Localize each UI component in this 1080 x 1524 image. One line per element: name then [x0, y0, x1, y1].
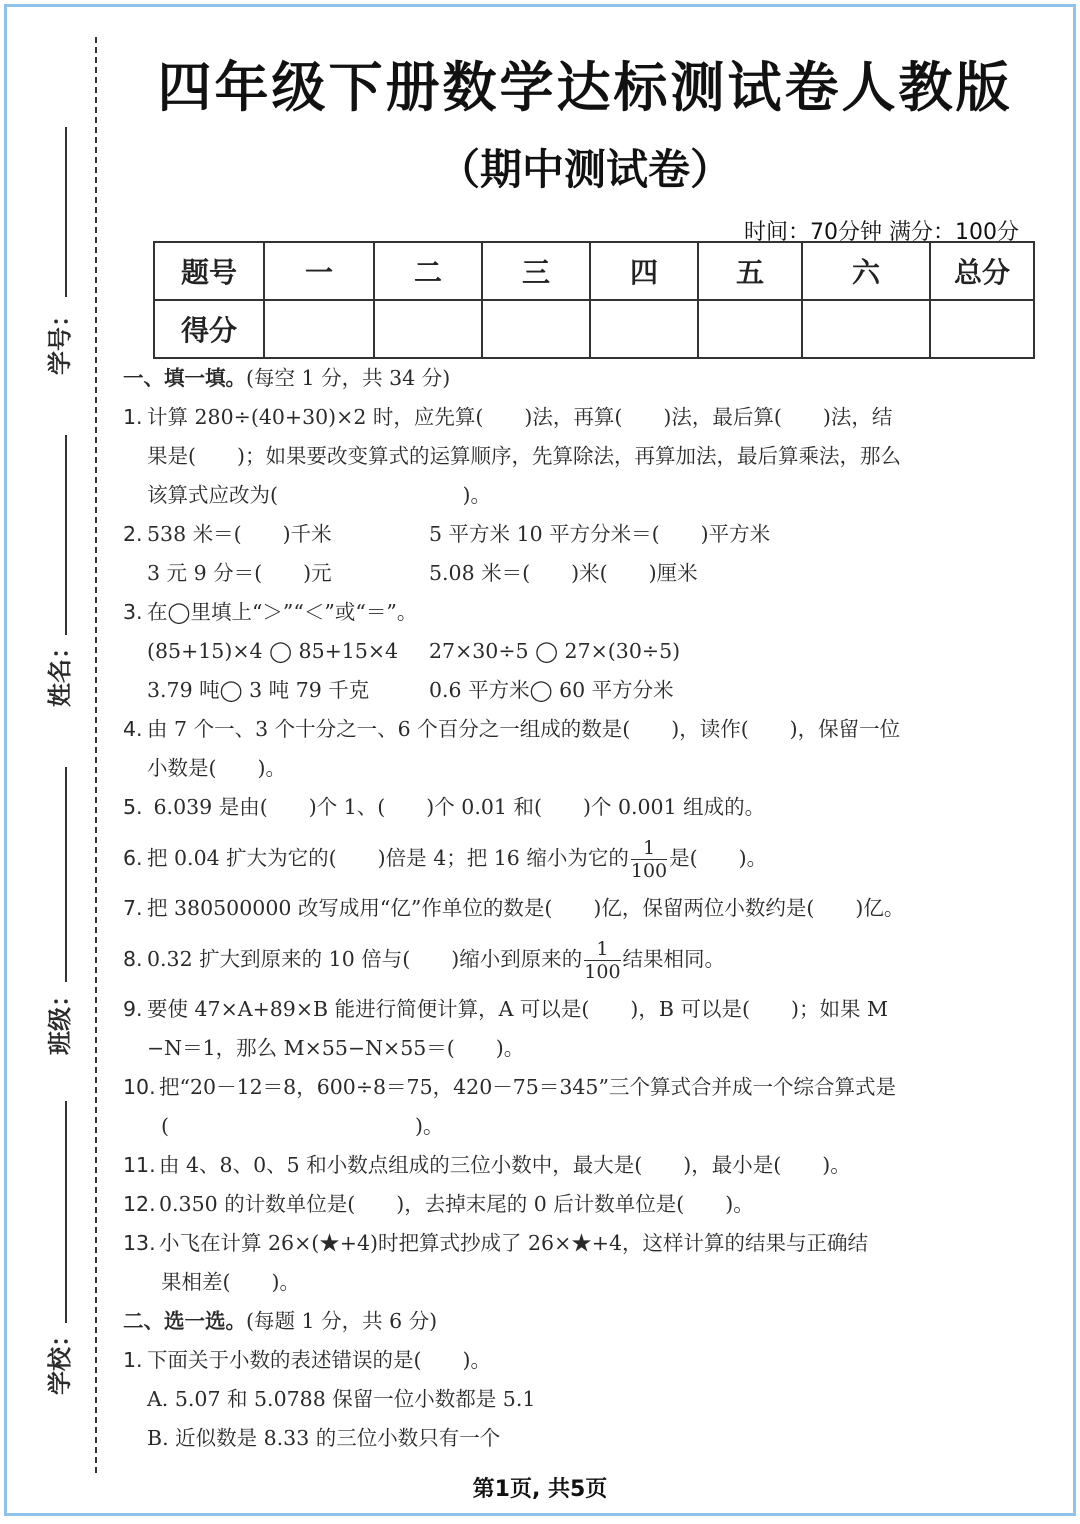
question-2-row-1 [123, 515, 1021, 554]
question-number: 11. [123, 1153, 156, 1177]
question-3c: 3.79 吨◯ 3 吨 79 千克 [147, 678, 370, 702]
header-cell: 五 [698, 242, 802, 300]
option-b[interactable]: B. 近似数是 8.33 的三位小数只有一个 [147, 1426, 501, 1450]
header-cell: 六 [802, 242, 930, 300]
school-field[interactable] [37, 1101, 77, 1401]
question-3-row-1 [123, 632, 1021, 671]
question-number: 4. [123, 717, 143, 741]
question-text: 0.32 扩大到原来的 10 倍与( )缩小到原来的 [147, 947, 583, 971]
name-field[interactable] [37, 435, 77, 705]
question-number: 10. [123, 1075, 156, 1099]
question-9 [123, 990, 1021, 1029]
binding-dashed-line [95, 37, 97, 1473]
school-line [65, 1101, 67, 1323]
header-cell: 一 [264, 242, 374, 300]
question-3a: (85+15)×4 ◯ 85+15×4 [147, 639, 399, 663]
question-number: 8. [123, 947, 143, 971]
question-11 [123, 1146, 1021, 1185]
question-text: 把“20－12＝8，600÷8＝75，420－75＝345”三个算式合并成一个综合算式是 [159, 1075, 896, 1099]
question-3 [123, 593, 1021, 632]
question-10 [123, 1068, 1021, 1107]
section-1-heading [123, 359, 1021, 398]
score-cell[interactable] [482, 300, 590, 358]
question-1-line-3: 该算式应改为( )。 [147, 483, 491, 507]
question-9-line-2: −N＝1，那么 M×55−N×55＝( )。 [147, 1036, 525, 1060]
question-text: 由 4、8、0、5 和小数点组成的三位小数中，最大是( )，最小是( )。 [159, 1153, 851, 1177]
question-number: 6. [123, 846, 143, 870]
question-2c: 3 元 9 分＝( )元 [147, 561, 332, 585]
score-cell[interactable] [802, 300, 930, 358]
page-footer: 第1页, 共5页 [472, 1477, 608, 1502]
question-1 [123, 398, 1021, 437]
question-text: 要使 47×A+89×B 能进行简便计算，A 可以是( )，B 可以是( )；如果 M [147, 997, 889, 1021]
question-number: 2. [123, 522, 143, 546]
student-id-label: 学号： [45, 303, 74, 375]
student-id-line [65, 127, 67, 297]
score-table-score-row [154, 300, 1034, 358]
question-number: 7. [123, 896, 143, 920]
question-2a: 538 米＝( )千米 [147, 522, 332, 546]
section-2-heading [123, 1302, 1021, 1341]
question-2-row-2 [123, 554, 1021, 593]
score-cell[interactable] [590, 300, 698, 358]
name-label: 姓名： [45, 635, 74, 707]
question-text: 在◯里填上“＞”“＜”或“＝”。 [147, 600, 418, 624]
section-2-title: 二、选一选。 [123, 1309, 246, 1333]
question-2d: 5.08 米＝( )米( )厘米 [429, 561, 698, 585]
question-13 [123, 1224, 1021, 1263]
question-text: 0.350 的计数单位是( )，去掉末尾的 0 后计数单位是( )。 [159, 1192, 754, 1216]
score-cell[interactable] [698, 300, 802, 358]
section-1-note: (每空 1 分，共 34 分) [246, 366, 451, 390]
question-13-line-2: 果相差( )。 [161, 1270, 300, 1294]
header-cell: 二 [374, 242, 482, 300]
section-2-note: (每题 1 分，共 6 分) [246, 1309, 438, 1333]
fraction-denominator: 100 [584, 961, 621, 983]
question-text: 小飞在计算 26×(★+4)时把算式抄成了 26×★+4，这样计算的结果与正确结 [159, 1231, 868, 1255]
option-a[interactable]: A. 5.07 和 5.0788 保留一位小数都是 5.1 [147, 1387, 536, 1411]
question-1-line-2: 果是( )；如果要改变算式的运算顺序，先算除法，再算加法，最后算乘法，那么 [147, 444, 901, 468]
fraction-denominator: 100 [630, 860, 668, 882]
header-cell: 四 [590, 242, 698, 300]
question-10-line-2: ( )。 [161, 1114, 444, 1138]
question-text: 把 380500000 改写成用“亿”作单位的数是( )亿，保留两位小数约是( )亿。 [147, 896, 905, 920]
score-row-label: 得分 [154, 300, 264, 358]
class-line [65, 767, 67, 982]
name-line [65, 435, 67, 635]
fraction [584, 938, 620, 983]
question-5 [123, 788, 1021, 827]
question-number: 9. [123, 997, 143, 1021]
question-number: 5. [123, 795, 143, 819]
header-cell: 三 [482, 242, 590, 300]
question-number: 3. [123, 600, 143, 624]
question-content [123, 359, 1021, 1458]
section-1-title: 一、填一填。 [123, 366, 246, 390]
question-12 [123, 1185, 1021, 1224]
fraction-numerator: 1 [584, 938, 620, 961]
score-cell[interactable] [374, 300, 482, 358]
fraction [631, 837, 667, 882]
question-text-end: 结果相同。 [622, 947, 726, 971]
question-8 [123, 934, 1021, 984]
question-6 [123, 833, 1021, 883]
score-cell[interactable] [264, 300, 374, 358]
class-field[interactable] [37, 767, 77, 1057]
question-2b: 5 平方米 10 平方分米＝( )平方米 [429, 522, 771, 546]
time-info: 时间：70分钟 满分：100分 [744, 220, 1019, 245]
score-table [153, 241, 1035, 359]
exam-page [4, 4, 1076, 1516]
question-number: 1. [123, 1348, 143, 1372]
question-text: 计算 280÷(40+30)×2 时，应先算( )法，再算( )法，最后算( )法，结 [147, 405, 893, 429]
school-label: 学校： [45, 1323, 74, 1395]
score-table-header-row [154, 242, 1034, 300]
exam-title: 四年级下册数学达标测试卷人教版 [157, 56, 1013, 119]
exam-subtitle: （期中测试卷） [437, 145, 732, 194]
question-number: 1. [123, 405, 143, 429]
section-2-question-1 [123, 1341, 1021, 1380]
question-text: 把 0.04 扩大为它的( )倍是 4；把 16 缩小为它的 [147, 846, 629, 870]
question-7 [123, 889, 1021, 928]
question-number: 13. [123, 1231, 156, 1255]
question-4 [123, 710, 1021, 749]
question-3d: 0.6 平方米◯ 60 平方分米 [429, 678, 674, 702]
question-text: 由 7 个一、3 个十分之一、6 个百分之一组成的数是( )，读作( )，保留一位 [147, 717, 901, 741]
question-3b: 27×30÷5 ◯ 27×(30÷5) [429, 639, 681, 663]
question-3-row-2 [123, 671, 1021, 710]
header-cell: 题号 [154, 242, 264, 300]
question-4-line-2: 小数是( )。 [147, 756, 286, 780]
question-number: 12. [123, 1192, 156, 1216]
question-text-end: 是( )。 [669, 846, 768, 870]
score-cell[interactable] [930, 300, 1034, 358]
question-text: 6.039 是由( )个 1、( )个 0.01 和( )个 0.001 组成的。 [147, 795, 766, 819]
header-cell: 总分 [930, 242, 1034, 300]
question-text: 下面关于小数的表述错误的是( )。 [147, 1348, 491, 1372]
fraction-numerator: 1 [631, 837, 667, 860]
class-label: 班级： [45, 983, 74, 1055]
student-id-field[interactable] [37, 127, 77, 375]
